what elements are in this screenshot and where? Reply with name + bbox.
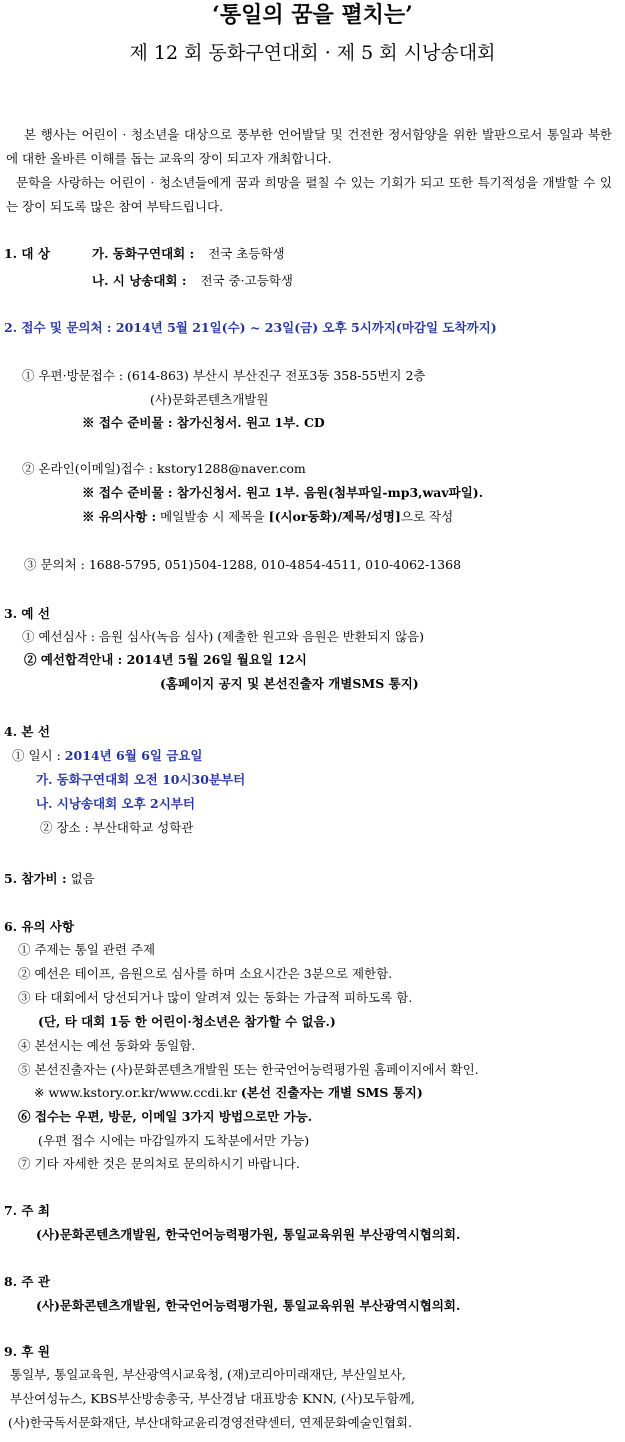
intro-paragraph-2: 문학을 사랑하는 어린이 · 청소년들에게 꿈과 희망을 펼칠 수 있는 기회가 되고 또한 특기적성을 개발할 수 있는 장이 되도록 많은 참여 부탁드립니다. xyxy=(6,175,612,214)
notice-item-4: ④ 본선시는 예선 동화와 동일함. xyxy=(18,1038,196,1053)
online-notice-text-2: 으로 작성 xyxy=(400,509,454,524)
mail-visit-submission: ① 우편·방문접수 : (614-863) 부산시 부산진구 전포3동 358-55번지 2층 xyxy=(22,368,426,383)
final-date-value: 2014년 6월 6일 금요일 xyxy=(64,748,203,763)
notice-item-2: ② 예선은 테이프, 음원으로 심사를 하며 소요시간은 3분으로 제한함. xyxy=(18,966,393,981)
sponsors-line-3: (사)한국독서문화재단, 부산대학교윤리경영전략센터, 연제문화예술인협회. xyxy=(8,1415,412,1430)
preliminary-review: ① 예선심사 : 음원 심사(녹음 심사) (제출한 원고와 음원은 반환되지 않음) xyxy=(22,629,424,644)
online-notice-subject-format: [(시or동화)/제목/성명] xyxy=(268,509,401,524)
participation-fee-value: 없음 xyxy=(70,871,95,886)
notice-item-5: ⑤ 본선진출자는 (사)문화콘텐츠개발원 또는 한국언어능력평가원 홈페이지에서 확인. xyxy=(18,1062,479,1077)
final-venue: ② 장소 : 부산대학교 성학관 xyxy=(40,820,194,835)
preliminary-pass-sms: (홈페이지 공지 및 본선진출자 개별SMS 통지) xyxy=(160,676,419,691)
section-4-heading: 4. 본 선 xyxy=(4,724,50,739)
final-date xyxy=(12,747,203,765)
intro-paragraph-1: 본 행사는 어린이 · 청소년을 대상으로 풍부한 언어발달 및 건전한 정서함양을 위한 발판으로서 통일과 북한에 대한 올바른 이해를 돕는 교육의 장이 되고자 개최합니다. xyxy=(6,127,612,166)
notice-websites: ※ www.kstory.or.kr/www.ccdi.kr xyxy=(34,1085,237,1100)
section-2-heading: 2. 접수 및 문의처 : 2014년 5월 21일(수) ~ 23일(금) 오후 5시까지(마감일 도착까지) xyxy=(4,320,497,335)
section-5-heading: 5. 참가비 : xyxy=(4,871,67,886)
target-storytelling-value: 전국 초등학생 xyxy=(208,246,285,261)
target-poetry xyxy=(92,272,293,290)
online-notice-text-1: 메일발송 시 제목을 xyxy=(160,509,265,524)
section-3-heading: 3. 예 선 xyxy=(4,606,50,621)
online-notice-label: ※ 유의사항 : xyxy=(82,509,157,524)
target-poetry-label: 나. 시 낭송대회 : xyxy=(92,273,187,288)
mail-visit-materials: ※ 접수 준비물 : 참가신청서. 원고 1부. CD xyxy=(82,415,325,430)
sponsors-line-1: 통일부, 통일교육원, 부산광역시교육청, (재)코리아미래재단, 부산일보사, xyxy=(10,1367,406,1382)
notice-item-5-websites xyxy=(34,1084,423,1102)
mail-visit-organization: (사)문화콘텐츠개발원 xyxy=(150,392,269,407)
section-1-heading: 1. 대 상 xyxy=(4,246,50,261)
final-date-label: ① 일시 : xyxy=(12,748,61,763)
document-subtitle: 제 12 회 동화구연대회 · 제 5 회 시낭송대회 xyxy=(129,42,496,64)
notice-item-6: ⑥ 접수는 우편, 방문, 이메일 3가지 방법으로만 가능. xyxy=(18,1109,313,1124)
document-title: ‘통일의 꿈을 펼치는’ xyxy=(212,2,413,28)
contact-info: ③ 문의처 : 1688-5795, 051)504-1288, 010-4854-4511, 010-4062-1368 xyxy=(24,557,462,572)
section-8-heading: 8. 주 관 xyxy=(4,1274,50,1289)
notice-item-3-exception: (단, 타 대회 1등 한 어린이·청소년은 참가할 수 없음.) xyxy=(38,1014,336,1029)
notice-item-6-detail: (우편 접수 시에는 마감일까지 도착분에서만 가능) xyxy=(38,1133,310,1148)
online-materials: ※ 접수 준비물 : 참가신청서. 원고 1부. 음원(첨부파일-mp3,wav파일). xyxy=(82,485,484,500)
final-poetry-time: 나. 시낭송대회 오후 2시부터 xyxy=(36,796,195,811)
final-storytelling-time: 가. 동화구연대회 오전 10시30분부터 xyxy=(36,772,246,787)
target-storytelling-label: 가. 동화구연대회 : xyxy=(92,246,195,261)
online-notice xyxy=(82,508,453,526)
notice-item-7: ⑦ 기타 자세한 것은 문의처로 문의하시기 바랍니다. xyxy=(18,1156,300,1171)
organizers: (사)문화콘텐츠개발원, 한국언어능력평가원, 통일교육위원 부산광역시협의회. xyxy=(36,1298,461,1313)
section-7-heading: 7. 주 최 xyxy=(4,1203,50,1218)
notice-item-1: ① 주제는 통일 관련 주제 xyxy=(18,942,156,957)
preliminary-pass-notice: ② 예선합격안내 : 2014년 5월 26일 월요일 12시 xyxy=(24,652,307,667)
hosts: (사)문화콘텐츠개발원, 한국언어능력평가원, 통일교육위원 부산광역시협의회. xyxy=(36,1227,461,1242)
sponsors-line-2: 부산여성뉴스, KBS부산방송총국, 부산경남 대표방송 KNN, (사)모두함께, xyxy=(10,1391,415,1406)
notice-item-3: ③ 타 대회에서 당선되거나 많이 알려져 있는 동화는 가급적 피하도록 함. xyxy=(18,990,413,1005)
notice-sms-note: (본선 진출자는 개별 SMS 통지) xyxy=(240,1085,423,1100)
participation-fee xyxy=(4,870,95,888)
section-9-heading: 9. 후 원 xyxy=(4,1344,50,1359)
section-6-heading: 6. 유의 사항 xyxy=(4,919,75,934)
target-poetry-value: 전국 중·고등학생 xyxy=(200,273,293,288)
target-storytelling xyxy=(92,245,285,263)
online-submission: ② 온라인(이메일)접수 : kstory1288@naver.com xyxy=(22,461,306,476)
